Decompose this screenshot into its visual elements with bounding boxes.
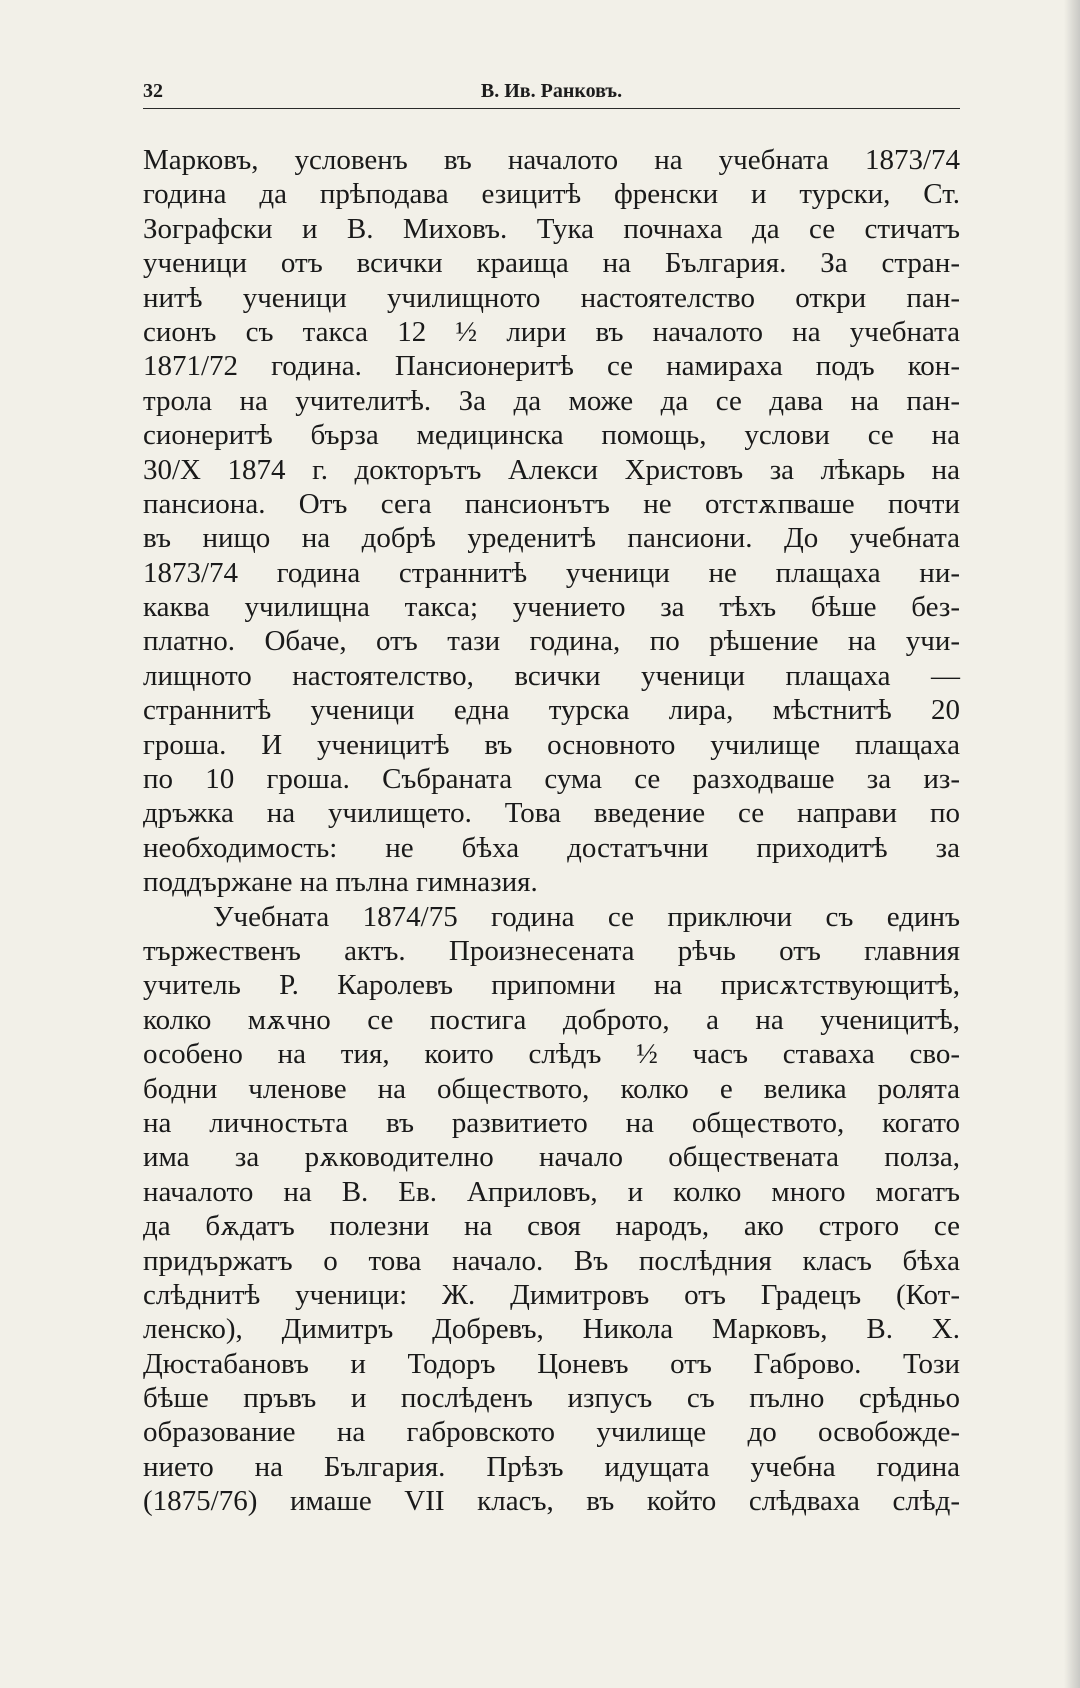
text-line: въ нищо на добрѣ уреденитѣ пансиони. До учебната — [143, 522, 960, 555]
text-line: 1871/72 година. Пансионеритѣ се намираха подъ кон- — [143, 350, 960, 383]
text-line: слѣднитѣ ученици: Ж. Димитровъ отъ Градецъ (Кот- — [143, 1278, 960, 1311]
text-line: трола на учителитѣ. За да може да се дава на пан- — [143, 384, 960, 417]
text-line: сионеритѣ бърза медицинска помощь, услови се на — [143, 419, 960, 452]
body-text — [143, 143, 960, 1519]
text-line: бодни членове на обществото, колко е велика ролята — [143, 1072, 960, 1105]
text-line: Марковъ, условенъ въ началото на учебната 1873/74 — [143, 144, 960, 176]
text-line: гроша. И ученицитѣ въ основното училище плащаха — [143, 728, 960, 761]
text-line: пансиона. Отъ сега пансионътъ не отстѫпваше почти — [143, 487, 960, 520]
text-line: сионъ съ такса 12 ½ лири въ началото на учебната — [143, 315, 960, 348]
text-line: година да прѣподава езицитѣ френски и турски, Ст. — [143, 178, 960, 211]
text-line: 30/X 1874 г. докторътъ Алекси Христовъ за лѣкарь на — [143, 453, 960, 486]
running-title: В. Ив. Ранковъ. — [480, 80, 623, 102]
text-line: Дюстабановъ и Тодоръ Цоневъ отъ Габрово. Този — [143, 1347, 960, 1380]
text-line: страннитѣ ученици една турска лира, мѣстнитѣ 20 — [143, 694, 960, 727]
text-line: бѣше пръвъ и послѣденъ изпусъ съ пълно срѣдньо — [143, 1382, 960, 1415]
text-line: да бѫдатъ полезни на своя народъ, ако строго се — [143, 1210, 960, 1243]
text-line: платно. Обаче, отъ тази година, по рѣшение на учи- — [143, 625, 960, 658]
text-line: ученици отъ всички краища на България. За стран- — [143, 247, 960, 280]
text-line: нитѣ ученици училищното настоятелство откри пан- — [143, 281, 960, 314]
text-line: каква училищна такса; учението за тѣхъ бѣше без- — [143, 591, 960, 624]
text-line: началото на В. Ев. Априловъ, и колко много могатъ — [143, 1175, 960, 1208]
text-line: колко мѫчно се постига доброто, а на ученицитѣ, — [143, 1003, 960, 1036]
text-line: образование на габровското училище до освобожде- — [143, 1416, 960, 1449]
text-line: ленско), Димитръ Добревъ, Никола Марковъ, В. Х. — [143, 1313, 960, 1346]
text-line: тържественъ актъ. Произнесената рѣчь отъ главния — [143, 934, 960, 967]
text-line: (1875/76) имаше VII класъ, въ който слѣдваха слѣд- — [143, 1485, 960, 1518]
header-rule — [143, 108, 960, 109]
paragraph-end-line: поддържане на пълна гимназия. — [143, 866, 538, 899]
text-line: има за рѫководително начало обществената полза, — [143, 1141, 960, 1174]
text-line: нието на България. Прѣзъ идущата учебна година — [143, 1450, 960, 1483]
paragraph-start-line: Учебната 1874/75 година се приключи съ единъ — [213, 900, 960, 933]
text-line: особено на тия, които слѣдъ ½ часъ ставаха сво- — [143, 1038, 960, 1071]
text-line: Зографски и В. Миховъ. Тука почнаха да се стичатъ — [143, 212, 960, 245]
text-line: необходимость: не бѣха достатъчни приходитѣ за — [143, 831, 960, 864]
text-line: дръжка на училището. Това введение се направи по — [143, 797, 960, 830]
running-head — [143, 80, 960, 110]
text-line: придържатъ о това начало. Въ послѣдния класъ бѣха — [143, 1244, 960, 1277]
text-line: на личностьта въ развитието на обществото, когато — [143, 1106, 960, 1139]
page-number: 32 — [143, 80, 163, 102]
text-line: лищното настоятелство, всички ученици плащаха — — [143, 659, 960, 692]
page-edge-shadow — [1064, 0, 1080, 1688]
text-line: по 10 гроша. Събраната сума се разходваше за из- — [143, 763, 960, 796]
text-line: 1873/74 година страннитѣ ученици не плащаха ни- — [143, 556, 960, 589]
text-line: учитель Р. Каролевъ припомни на присѫтствующитѣ, — [143, 969, 960, 1002]
